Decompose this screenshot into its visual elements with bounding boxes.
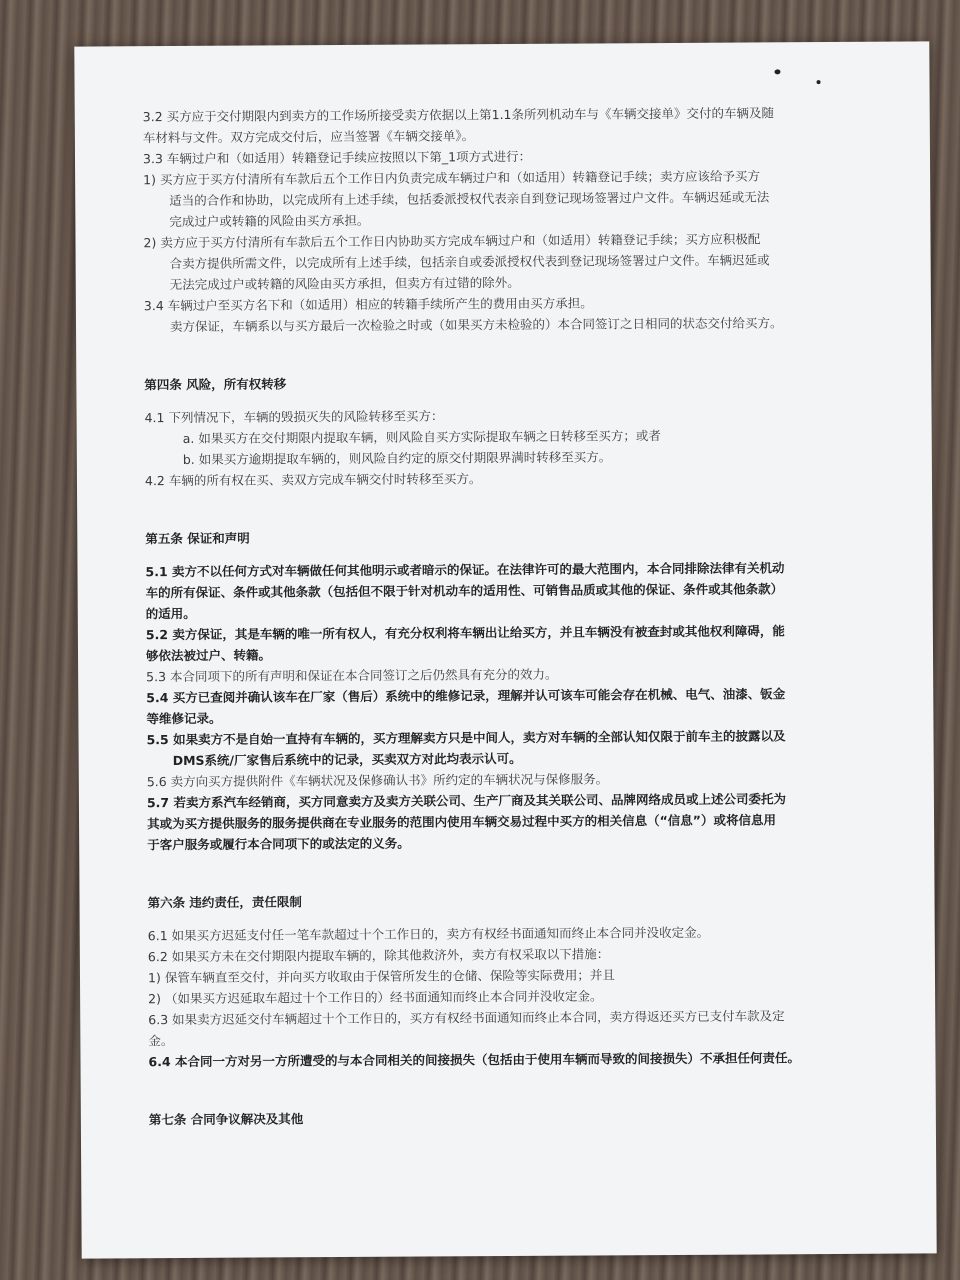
line: b. 如果买方逾期提取车辆的，则风险自约定的原交付期限界满时转移至买方。	[182, 449, 612, 467]
section-heading: 第六条 违约责任，责任限制	[147, 893, 302, 910]
line: 2) （如果买方迟延取车超过十个工作日的）经书面通知而终止本合同并没收定金。	[148, 988, 603, 1007]
line: DMS系统/厂家售后系统中的记录，买卖双方对此均表示认可。	[172, 750, 522, 769]
line: 5.2 卖方保证，其是车辆的唯一所有权人，有充分权利将车辆出让给买方，并且车辆没有被查封或其他权利障碍，能	[145, 623, 785, 643]
ink-spot	[774, 69, 780, 74]
line: 2) 卖方应于买方付清所有车款后五个工作日内协助买方完成车辆过户和（如适用）转籍登记手续；买方应积极配	[143, 231, 761, 251]
ink-spot	[817, 80, 821, 84]
contract-page	[74, 41, 936, 1258]
line: 6.4 本合同一方对另一方所遭受的与本合同相关的间接损失（包括由于使用车辆而导致的间接损失）不承担任何责任。	[148, 1050, 801, 1070]
line: 3.4 车辆过户至买方名下和（如适用）相应的转籍手续所产生的费用由买方承担。	[143, 295, 593, 314]
line: a. 如果买方在交付期限内提取车辆，则风险自买方实际提取车辆之日转移至买方；或者	[182, 428, 661, 446]
line: 5.5 如果卖方不是自始一直持有车辆的，买方理解卖方只是中间人，卖方对车辆的全部认知仅限于前车主的披露以及	[146, 728, 786, 748]
line: 卖方保证，车辆系以与买方最后一次检验之时或（如果买方未检验的）本合同签订之日相同的状态交付给买方。	[169, 315, 783, 335]
line: 合卖方提供所需文件，以完成所有上述手续，包括亲自或委派授权代表到登记现场签署过户文件。车辆迟延或	[169, 252, 770, 272]
line: 车的所有保证、条件或其他条款（包括但不限于针对机动车的适用性、可销售品质或其他的保证、条件或其他条款）	[145, 581, 784, 601]
line: 5.1 卖方不以任何方式对车辆做任何其他明示或者暗示的保证。在法律许可的最大范围内，本合同排除法律有关机动	[145, 560, 785, 580]
line: 的适用。	[145, 605, 196, 622]
section-heading: 第五条 保证和声明	[145, 530, 250, 546]
line: 6.2 如果买方未在交付期限内提取车辆的，除其他救济外，卖方有权采取以下措施：	[147, 946, 610, 965]
line: 5.7 若卖方系汽车经销商，买方同意卖方及卖方关联公司、生产厂商及其关联公司、品牌网络成员或上述公司委托为	[146, 791, 786, 811]
line: 3.3 车辆过户和（如适用）转籍登记手续应按照以下第_1项方式进行：	[142, 148, 532, 167]
line: 5.6 卖方向买方提供附件《车辆状况及保修确认书》所约定的车辆状况与保修服务。	[146, 771, 609, 790]
line: 6.1 如果买方迟延支付任一笔车款超过十个工作日的，卖方有权经书面通知而终止本合同并没收定金。	[147, 924, 710, 944]
section-heading: 第七条 合同争议解决及其他	[148, 1110, 304, 1127]
line: 其或为买方提供服务的服务提供商在专业服务的范围内使用车辆交易过程中买方的相关信息（“信息”）或将信息用	[147, 812, 777, 832]
line: 于客户服务或履行本合同项下的或法定的义务。	[147, 835, 410, 853]
line: 金。	[148, 1033, 174, 1049]
section-heading: 第四条 风险，所有权转移	[144, 375, 287, 392]
line: 4.1 下列情况下，车辆的毁损灭失的风险转移至买方：	[144, 408, 444, 426]
line: 5.4 买方已查阅并确认该车在厂家（售后）系统中的维修记录，理解并认可该车可能会存在机械、电气、油漆、钣金	[146, 686, 786, 706]
line: 无法完成过户或转籍的风险由买方承担，但卖方有过错的除外。	[169, 274, 520, 293]
line: 4.2 车辆的所有权在买、卖双方完成车辆交付时转移至买方。	[144, 471, 482, 489]
line: 1) 保管车辆直至交付，并向买方收取由于保管所发生的仓储、保险等实际费用；并且	[147, 967, 615, 986]
line: 6.3 如果卖方迟延交付车辆超过十个工作日的，买方有权经书面通知而终止本合同，卖方得返还买方已支付车款及定	[148, 1008, 785, 1028]
line: 等维修记录。	[146, 710, 222, 727]
line: 够依法被过户、转籍。	[145, 647, 272, 664]
line: 5.3 本合同项下的所有声明和保证在本合同签订之后仍然具有充分的效力。	[146, 666, 558, 685]
line: 完成过户或转籍的风险由买方承担。	[169, 212, 370, 230]
line: 1) 买方应于买方付清所有车款后五个工作日内负责完成车辆过户和（如适用）转籍登记手续；卖方应该给予买方	[143, 168, 760, 188]
contract-text	[143, 102, 909, 1143]
line: 适当的合作和协助，以完成所有上述手续，包括委派授权代表亲自到登记现场签署过户文件。车辆迟延或无法	[169, 189, 770, 209]
line: 3.2 买方应于交付期限内到卖方的工作场所接受卖方依据以上第1.1条所列机动车与《车辆交接单》交付的车辆及随	[142, 105, 775, 125]
line: 车材料与文件。双方完成交付后，应当签署《车辆交接单》。	[142, 128, 475, 146]
